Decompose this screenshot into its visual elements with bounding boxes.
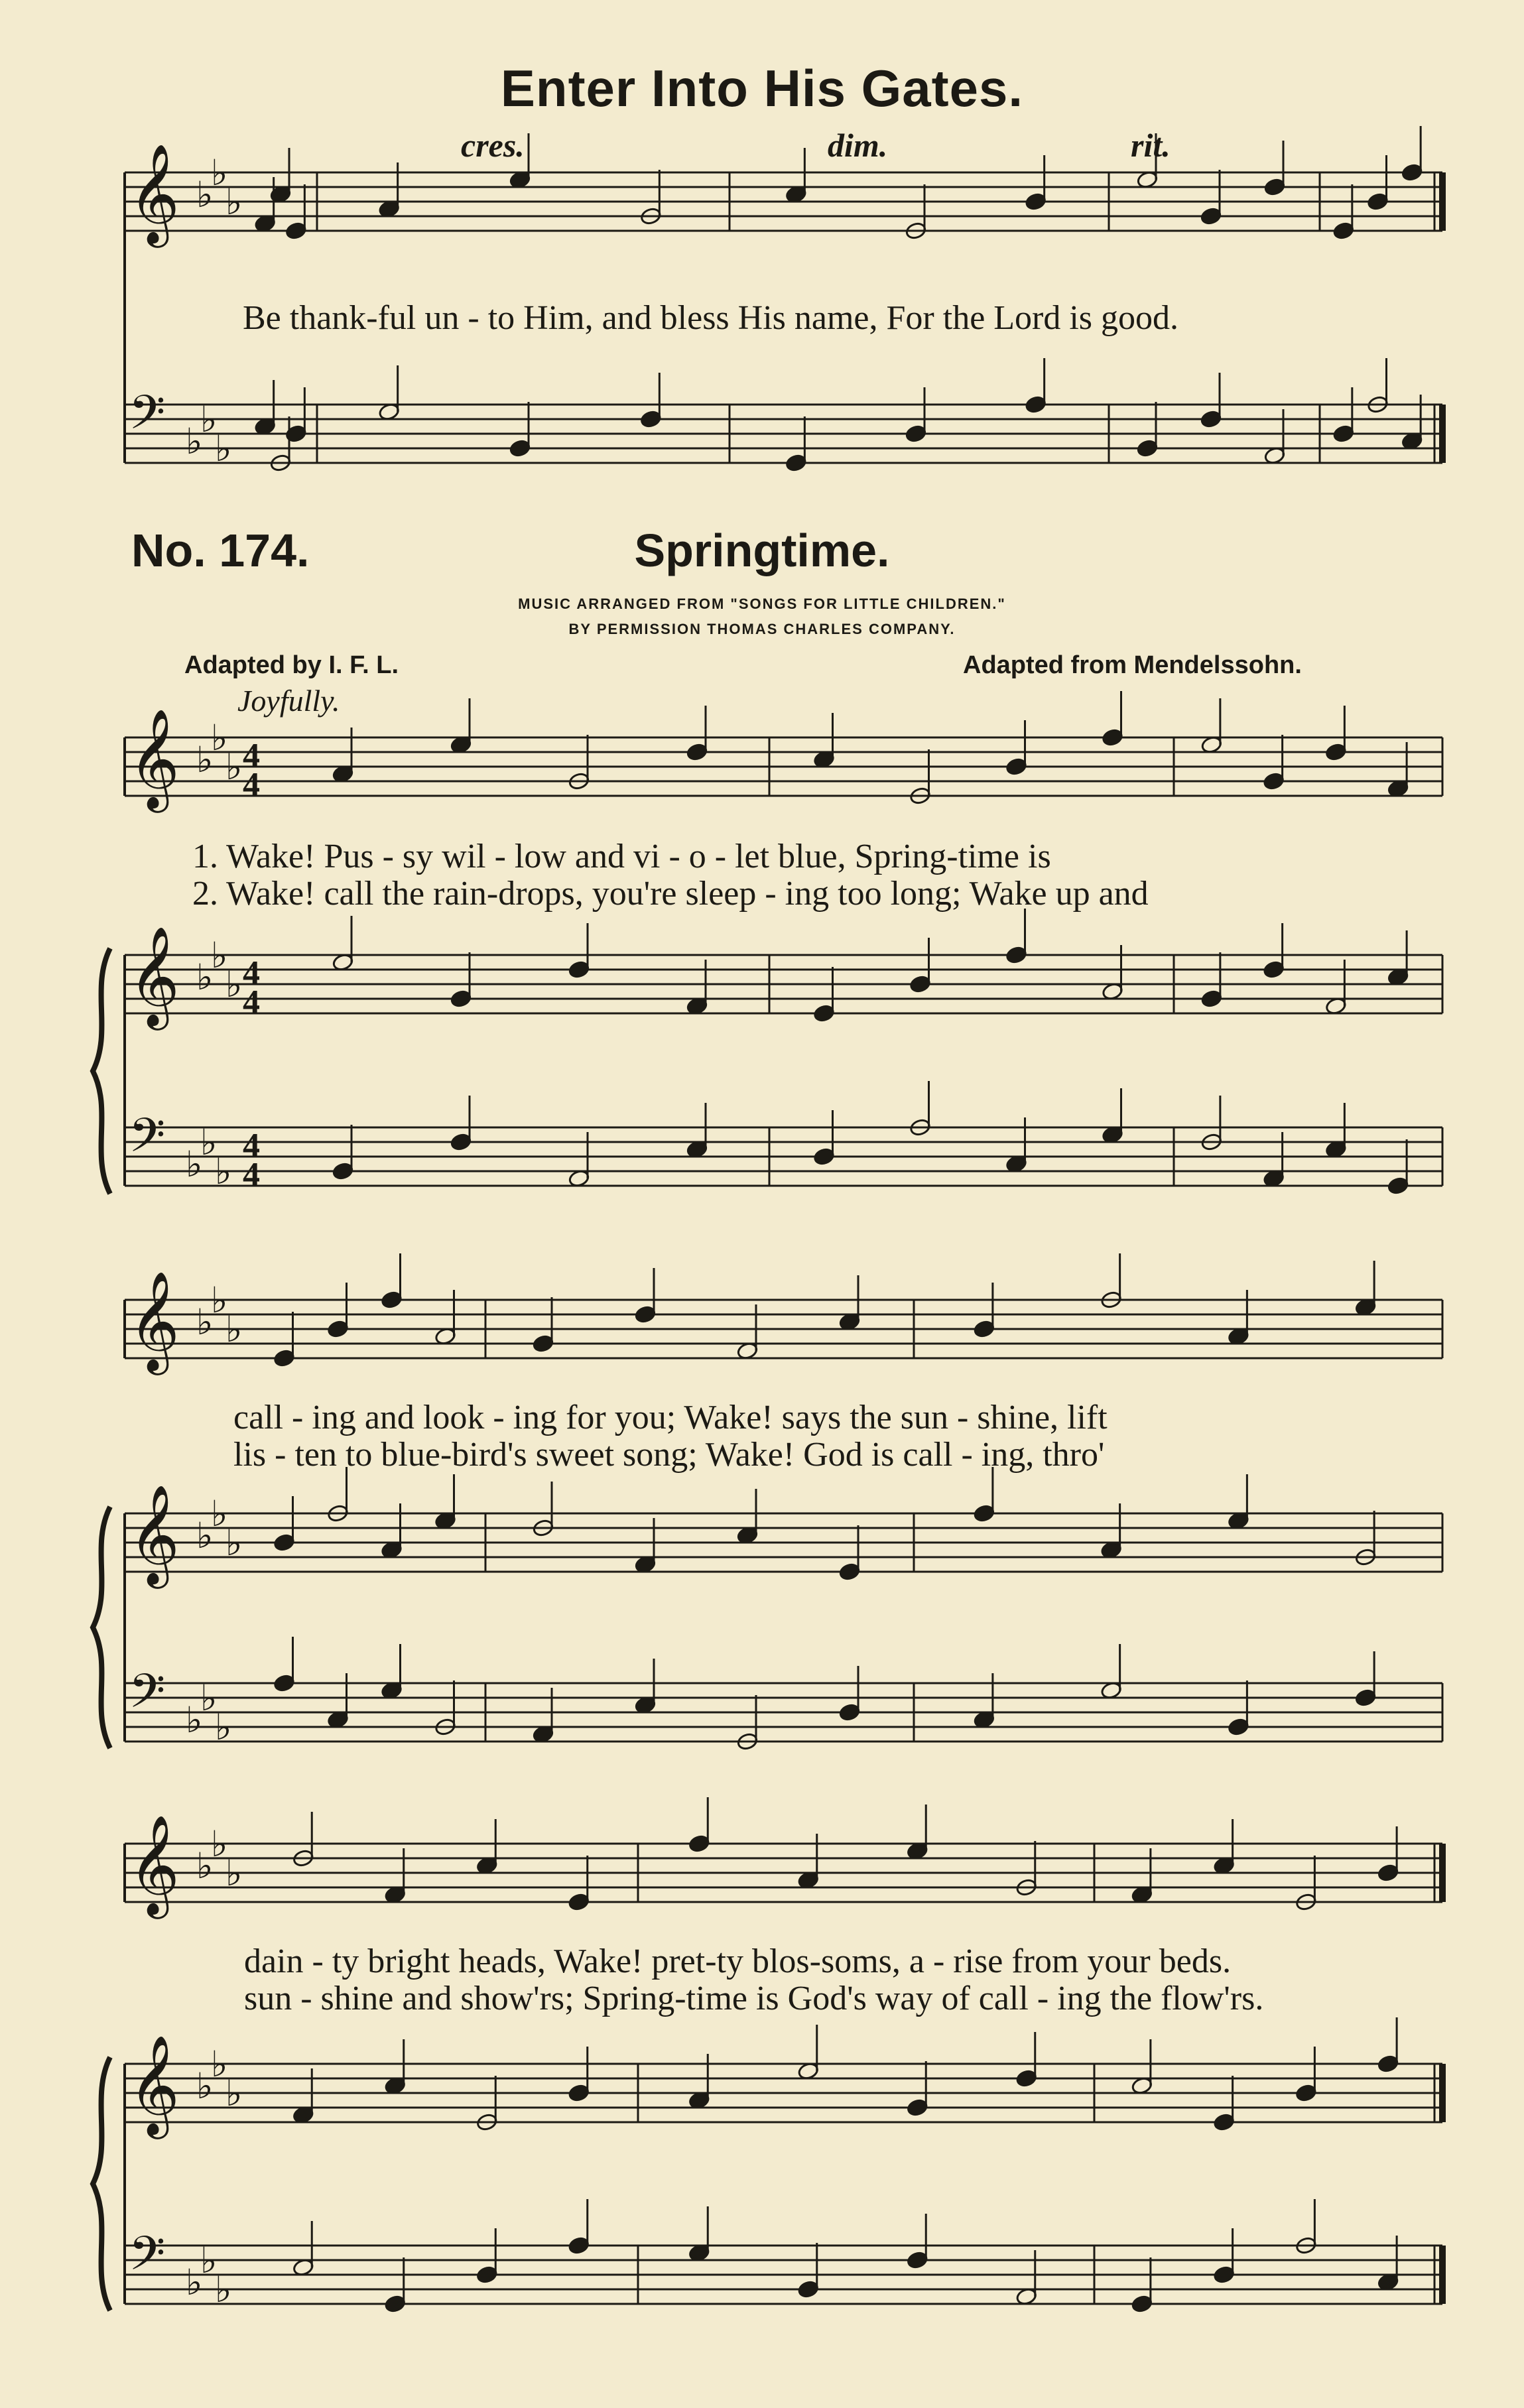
flat-sign: ♭ [225,1522,243,1564]
system-brace [93,1507,110,1748]
flat-sign: ♭ [211,2043,228,2085]
flat-sign: ♭ [225,746,243,788]
bass-clef: 𝄢 [129,1108,166,1174]
credit-line-1: MUSIC ARRANGED FROM "SONGS FOR LITTLE CHILDREN." [518,596,1006,612]
flat-sign: ♭ [200,1677,218,1719]
flat-sign: ♭ [211,717,228,759]
flat-sign: ♭ [196,2065,214,2107]
flat-sign: ♭ [225,2072,243,2114]
treble-clef: 𝄞 [129,925,180,1026]
flat-sign: ♭ [225,1852,243,1894]
flat-sign: ♭ [225,181,243,223]
bass-clef: 𝄢 [129,385,166,452]
flat-sign: ♭ [215,2269,232,2311]
words-credit: Adapted by I. F. L. [184,651,399,679]
system-brace [93,2057,110,2311]
dynamic-dim: dim. [828,127,888,164]
system-brace [93,948,110,1194]
flat-sign: ♭ [196,956,214,998]
flat-sign: ♭ [196,1301,214,1343]
flat-sign: ♭ [200,1121,218,1163]
system-3-verse-2: sun - shine and show'rs; Spring-time is God's way of call - ing the flow'rs. [244,1980,1264,2017]
flat-sign: ♭ [215,1151,232,1192]
flat-sign: ♭ [211,934,228,976]
treble-clef: 𝄞 [129,1814,180,1915]
treble-clef: 𝄞 [129,2034,180,2135]
flat-sign: ♭ [196,1515,214,1556]
flat-sign: ♭ [211,1493,228,1535]
dynamic-rit: rit. [1131,127,1171,164]
flat-sign: ♭ [196,1845,214,1887]
system-1-verse-2: 2. Wake! call the rain-drops, you're sleep - ing too long; Wake up and [192,875,1149,913]
system-2-verse-2: lis - ten to blue-bird's sweet song; Wake! God is call - ing, thro' [233,1436,1105,1474]
credit-line-2: BY PERMISSION THOMAS CHARLES COMPANY. [568,621,956,637]
hymn-number: No. 174. [131,525,310,576]
flat-sign: ♭ [196,739,214,781]
flat-sign: ♭ [211,1279,228,1321]
time-signature-bottom: 4 [243,766,260,804]
treble-clef: 𝄞 [129,1484,180,1584]
flat-sign: ♭ [211,152,228,194]
treble-clef: 𝄞 [129,143,180,243]
flat-sign: ♭ [215,428,232,470]
hymn-a-lyrics: Be thank-ful un - to Him, and bless His name, For the Lord is good. [243,299,1179,337]
flat-sign: ♭ [225,964,243,1005]
bass-clef: 𝄢 [129,2226,166,2293]
flat-sign: ♭ [200,2240,218,2281]
flat-sign: ♭ [186,1143,203,1185]
flat-sign: ♭ [225,1308,243,1350]
time-signature-top: 4 [243,737,260,775]
flat-sign: ♭ [186,2261,203,2303]
hymn-a-title: Enter Into His Gates. [500,59,1024,117]
time-signature-bottom: 4 [243,1156,260,1194]
system-1-verse-1: 1. Wake! Pus - sy wil - low and vi - o - let blue, Spring-time is [192,838,1051,875]
flat-sign: ♭ [200,399,218,440]
music-credit: Adapted from Mendelssohn. [963,651,1302,679]
flat-sign: ♭ [186,420,203,462]
flat-sign: ♭ [196,174,214,216]
time-signature-top: 4 [243,1127,260,1165]
time-signature-top: 4 [243,954,260,992]
system-3-verse-1: dain - ty bright heads, Wake! pret-ty blos-soms, a - rise from your beds. [244,1942,1232,1980]
flat-sign: ♭ [186,1699,203,1741]
flat-sign: ♭ [215,1706,232,1748]
dynamic-cresc: cres. [461,127,525,164]
time-signature-bottom: 4 [243,983,260,1021]
flat-sign: ♭ [211,1823,228,1865]
hymn-b-title: Springtime. [634,525,890,576]
system-2-verse-1: call - ing and look - ing for you; Wake! says the sun - shine, lift [233,1399,1108,1436]
bass-clef: 𝄢 [129,1664,166,1730]
treble-clef: 𝄞 [129,1270,180,1371]
tempo-marking: Joyfully. [237,684,340,718]
treble-clef: 𝄞 [129,708,180,808]
